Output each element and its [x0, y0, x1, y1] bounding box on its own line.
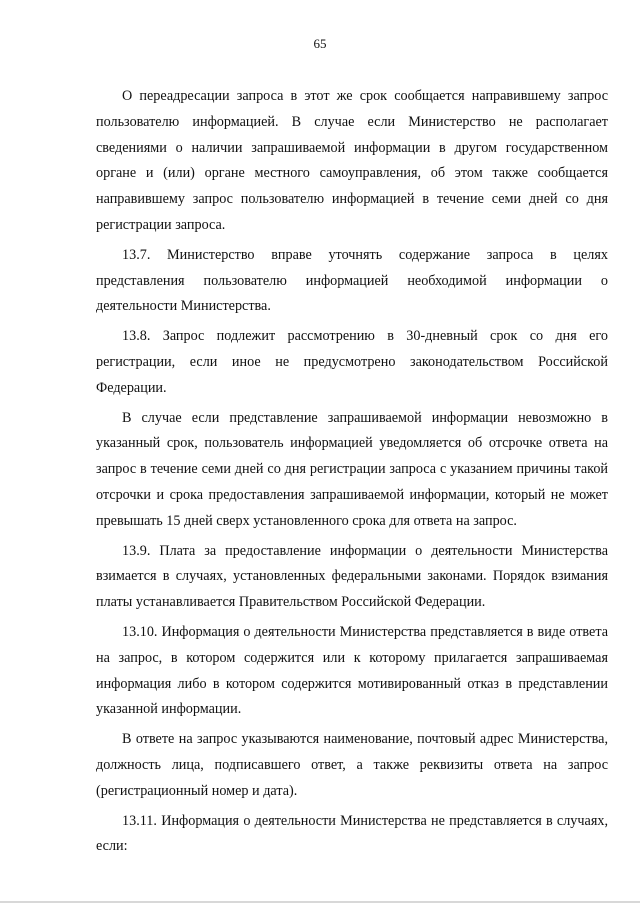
paragraph-13-9: 13.9. Плата за предоставление информации о деятельности Министерства взимается в случаях, установленных федеральными законами. Порядок взимания платы устанавливается Правительством Российской Федерации. [96, 542, 608, 611]
paragraph-response-details: В ответе на запрос указываются наименование, почтовый адрес Министерства, должность лица, подписавшего ответ, а также реквизиты ответа на запрос (регистрационный номер и дата). [96, 731, 608, 799]
paragraph-deferral: В случае если представление запрашиваемой информации невозможно в указанный срок, пользователь информацией уведомляется об отсрочке ответа на запрос в течение семи дней со дня регистрации запроса с указанием причины такой отсрочки и срока предоставления запрашиваемой информации, который не может превышать 15 дней сверх установленного срока для ответа на запрос. [96, 409, 608, 529]
page-number: 65 [313, 36, 327, 51]
scan-bottom-edge [0, 901, 640, 903]
paragraph-13-8: 13.8. Запрос подлежит рассмотрению в 30-дневный срок со дня его регистрации, если иное не предусмотрено законодательством Российской Федерации. [96, 328, 608, 396]
paragraph-13-7: 13.7. Министерство вправе уточнять содержание запроса в целях представления пользователю информацией необходимой информации о деятельности Министерства. [96, 246, 608, 315]
paragraph-13-10: 13.10. Информация о деятельности Министерства представляется в виде ответа на запрос, в котором содержится или к которому прилагается запрашиваемая информация либо в котором содержится мотивированный отказ в представлении указанной информации. [96, 623, 608, 718]
paragraph-redirect-notice: О переадресации запроса в этот же срок сообщается направившему запрос пользователю информацией. В случае если Министерство не располагает сведениями о наличии запрашиваемой информации в другом государственном органе и (или) органе местного самоуправления, об этом также сообщается направившему запрос пользователю информацией в течение семи дней со дня регистрации запроса. [96, 88, 608, 233]
paragraph-13-11: 13.11. Информация о деятельности Министерства не представляется в случаях, если: [96, 812, 608, 855]
document-body [96, 84, 608, 860]
